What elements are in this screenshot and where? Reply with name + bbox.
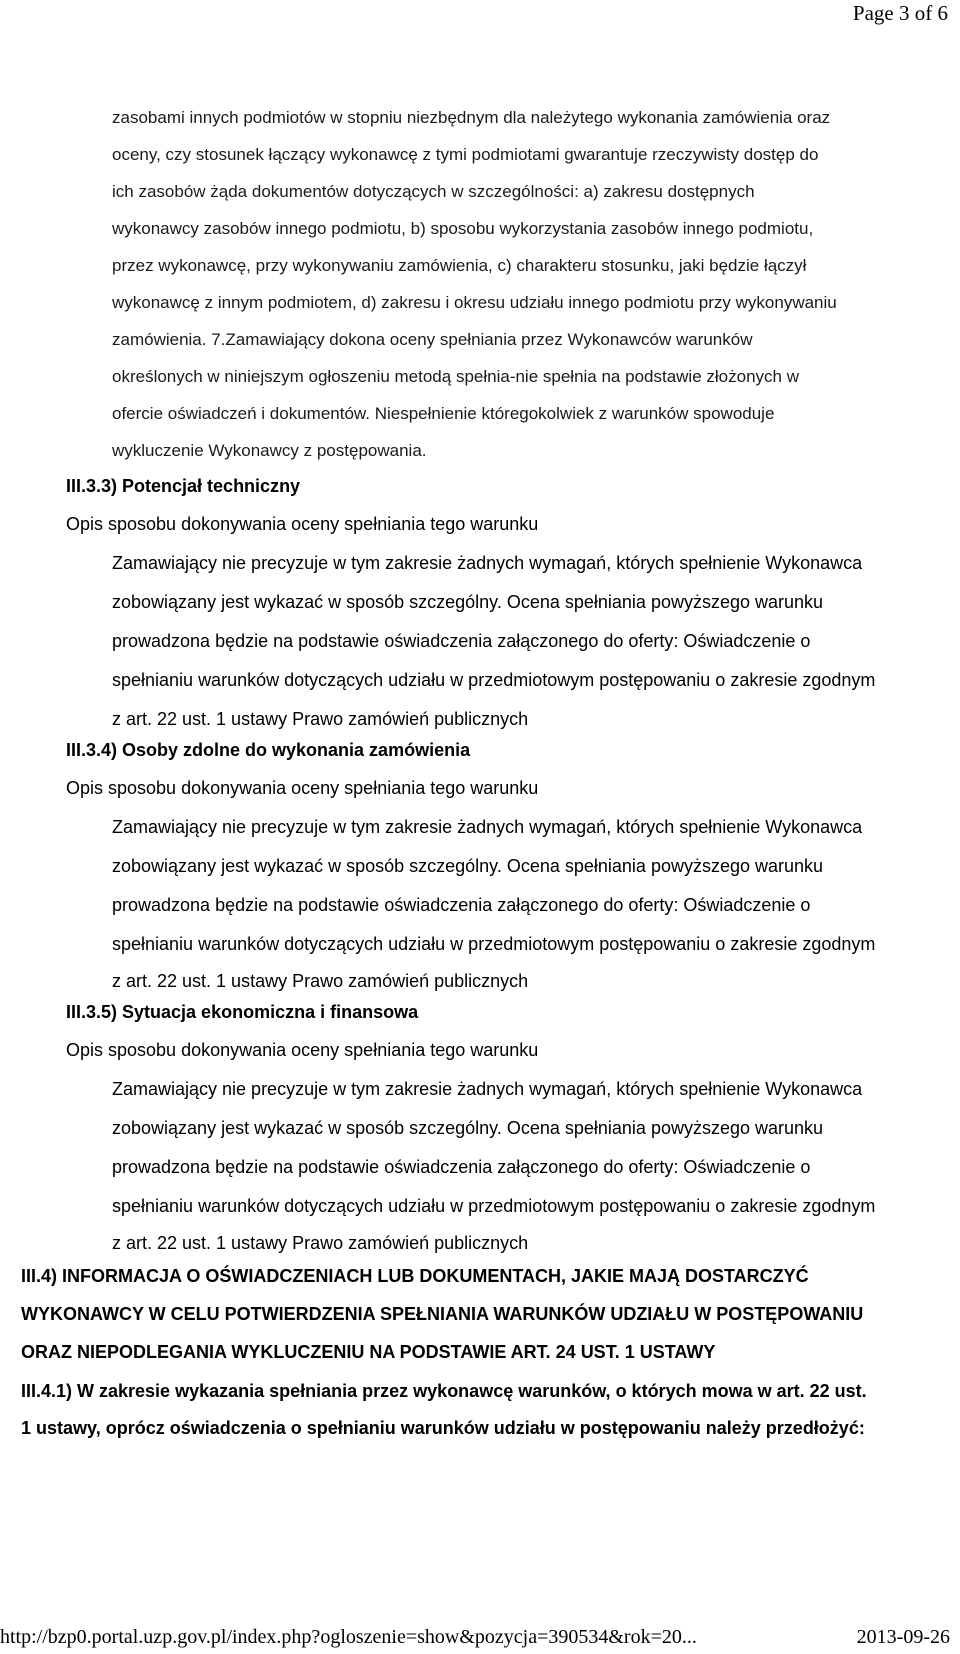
section-line: spełnianiu warunków dotyczących udziału w przedmiotowym postępowaniu o zakresie zgodnym — [112, 1196, 876, 1216]
section-line: z art. 22 ust. 1 ustawy Prawo zamówień publicznych — [112, 709, 529, 729]
section-line: zobowiązany jest wykazać w sposób szczególny. Ocena spełniania powyższego warunku — [112, 592, 824, 612]
section-subheading: Opis sposobu dokonywania oceny spełniania tego warunku — [66, 1040, 539, 1060]
paragraph-line: oceny, czy stosunek łączący wykonawcę z tymi podmiotami gwarantuje rzeczywisty dostęp do — [112, 145, 819, 164]
section-heading-line: III.4.1) W zakresie wykazania spełniania przez wykonawcę warunków, o których mowa w art. 22 ust. — [21, 1381, 867, 1401]
section-line: zobowiązany jest wykazać w sposób szczególny. Ocena spełniania powyższego warunku — [112, 856, 824, 876]
section-line: spełnianiu warunków dotyczących udziału w przedmiotowym postępowaniu o zakresie zgodnym — [112, 934, 876, 954]
paragraph-line: przez wykonawcę, przy wykonywaniu zamówienia, c) charakteru stosunku, jaki będzie łączył — [112, 256, 807, 275]
paragraph-line: zasobami innych podmiotów w stopniu niezbędnym dla należytego wykonania zamówienia oraz — [112, 108, 831, 127]
paragraph-line: wykluczenie Wykonawcy z postępowania. — [112, 441, 427, 460]
section-line: zobowiązany jest wykazać w sposób szczególny. Ocena spełniania powyższego warunku — [112, 1118, 824, 1138]
section-heading-line: 1 ustawy, oprócz oświadczenia o spełnianiu warunków udziału w postępowaniu należy przedłożyć: — [21, 1418, 865, 1438]
section-line: z art. 22 ust. 1 ustawy Prawo zamówień publicznych — [112, 971, 529, 991]
section-heading: III.3.5) Sytuacja ekonomiczna i finansowa — [66, 1002, 419, 1022]
page-number: Page 3 of 6 — [852, 1, 948, 25]
section-line: prowadzona będzie na podstawie oświadczenia załączonego do oferty: Oświadczenie o — [112, 1157, 811, 1177]
section-line: spełnianiu warunków dotyczących udziału w przedmiotowym postępowaniu o zakresie zgodnym — [112, 670, 876, 690]
section-heading-line: WYKONAWCY W CELU POTWIERDZENIA SPEŁNIANIA WARUNKÓW UDZIAŁU W POSTĘPOWANIU — [21, 1304, 864, 1324]
section-line: Zamawiający nie precyzuje w tym zakresie żadnych wymagań, których spełnienie Wykonawca — [112, 1079, 863, 1099]
section-line: Zamawiający nie precyzuje w tym zakresie żadnych wymagań, których spełnienie Wykonawca — [112, 553, 863, 573]
section-heading-line: III.4) INFORMACJA O OŚWIADCZENIACH LUB DOKUMENTACH, JAKIE MAJĄ DOSTARCZYĆ — [21, 1266, 809, 1286]
paragraph-line: wykonawcy zasobów innego podmiotu, b) sposobu wykorzystania zasobów innego podmiotu, — [112, 219, 814, 238]
footer-url: http://bzp0.portal.uzp.gov.pl/index.php?ogloszenie=show&pozycja=390534&rok=20... — [0, 1626, 697, 1648]
paragraph-line: ich zasobów żąda dokumentów dotyczących w szczególności: a) zakresu dostępnych — [112, 182, 755, 201]
section-heading-line: ORAZ NIEPODLEGANIA WYKLUCZENIU NA PODSTAWIE ART. 24 UST. 1 USTAWY — [21, 1342, 716, 1362]
paragraph-line: wykonawcę z innym podmiotem, d) zakresu i okresu udziału innego podmiotu przy wykonywaniu — [112, 293, 837, 312]
section-line: Zamawiający nie precyzuje w tym zakresie żadnych wymagań, których spełnienie Wykonawca — [112, 817, 863, 837]
section-line: prowadzona będzie na podstawie oświadczenia załączonego do oferty: Oświadczenie o — [112, 631, 811, 651]
section-line: z art. 22 ust. 1 ustawy Prawo zamówień publicznych — [112, 1233, 529, 1253]
section-heading: III.3.3) Potencjał techniczny — [66, 476, 301, 496]
section-line: prowadzona będzie na podstawie oświadczenia załączonego do oferty: Oświadczenie o — [112, 895, 811, 915]
paragraph-line: zamówienia. 7.Zamawiający dokona oceny spełniania przez Wykonawców warunków — [112, 330, 753, 349]
section-subheading: Opis sposobu dokonywania oceny spełniania tego warunku — [66, 778, 539, 798]
footer-date: 2013-09-26 — [856, 1626, 950, 1648]
paragraph-line: ofercie oświadczeń i dokumentów. Niespełnienie któregokolwiek z warunków spowoduje — [112, 404, 775, 423]
section-subheading: Opis sposobu dokonywania oceny spełniania tego warunku — [66, 514, 539, 534]
paragraph-line: określonych w niniejszym ogłoszeniu metodą spełnia-nie spełnia na podstawie złożonych w — [112, 367, 799, 386]
section-heading: III.3.4) Osoby zdolne do wykonania zamówienia — [66, 740, 471, 760]
